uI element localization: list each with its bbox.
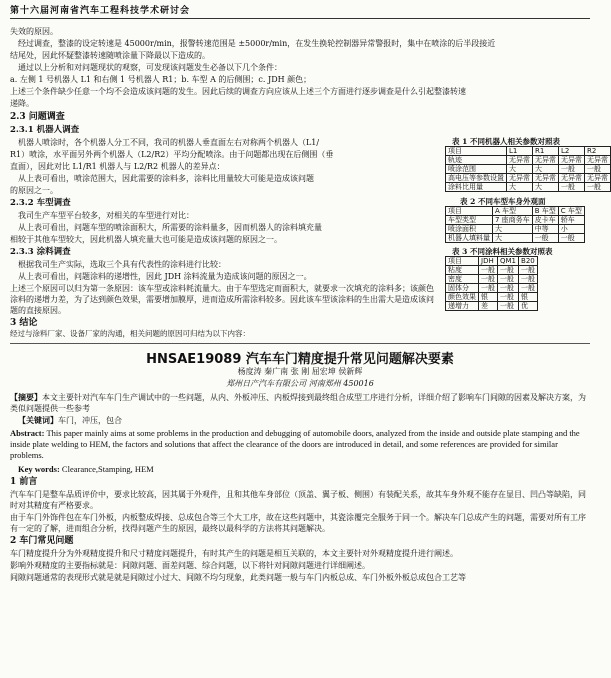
table-header-cell: QM1	[498, 257, 519, 266]
section-heading-1: 1 前言	[10, 477, 38, 487]
table-header-cell: 项目	[446, 207, 493, 216]
table1-caption: 表 1 不同机器人相关参数对照表	[452, 137, 560, 146]
table-cell: 喷涂面积	[446, 225, 493, 234]
table-cell: 一般	[479, 275, 498, 284]
table-header-row	[446, 207, 585, 216]
table-paint-params	[445, 256, 538, 311]
table-cell: 大	[507, 165, 533, 174]
table-row	[446, 234, 585, 243]
table-cell: 皮卡车	[532, 216, 558, 225]
paper-authors: 杨度涛 秦广南 张 刚 屈宏坤 侯新辉	[237, 367, 363, 376]
running-head: 第十六届河南省汽车工程科技学术研讨会	[10, 3, 590, 19]
table-cell: 车型类型	[446, 216, 493, 225]
table-row	[446, 165, 611, 174]
table-row	[446, 266, 538, 275]
table-cell: 一般	[498, 302, 519, 311]
table-cell: 无异常	[533, 156, 559, 165]
body-line: R1）喷涂，水平面另外两个机器人（L2/R2）平均分配喷涂。由于问题都出现在后侧围（垂	[10, 150, 334, 159]
table-cell: 一般	[519, 266, 538, 275]
table-cell: 一般	[558, 234, 584, 243]
table-cell: 大	[507, 183, 533, 192]
table-cell: 一般	[585, 183, 611, 192]
summary-paragraph: 上述三个原因可以归为第一条原因：该车型或涂料耗流量大。由于车型选定而面积大，就要求一次填充的涂料多；该颜色涂料的递增力差，为了达到颜色效果，需要增加膜厚，进而造成所需涂料较多。因此该车型该涂料的生出需大是造成该问题的直接原因。	[10, 284, 434, 315]
table-header-cell: R1	[533, 147, 559, 156]
table-cell: 大	[533, 183, 559, 192]
table-cell: 轿车	[558, 216, 584, 225]
table-cell: 无异常	[559, 174, 585, 183]
table-cell: 固体分	[446, 284, 479, 293]
section-heading-2-3-2: 2.3.2 车型调查	[10, 198, 71, 208]
body-line: 通过以上分析和对问题现状的观察，可发现该问题发生必备以下几个条件：	[18, 63, 282, 72]
table-row	[446, 183, 611, 192]
table-cell: 大	[533, 165, 559, 174]
body-line: 我司生产车型平台较多，对相关的车型进行对比：	[18, 211, 194, 220]
table-cell: 机器人填料量	[446, 234, 493, 243]
body-line: 从上表可看出，问题车型的喷涂面积大，所需要的涂料量多，因而机器人的涂料填充量	[18, 223, 322, 232]
body-line: a. 左侧 1 号机器人 L1 和右侧 1 号机器人 R1；b. 车型 A 的后侧围；c. JDH 颜色；	[10, 75, 312, 84]
table-cell: 一般	[498, 266, 519, 275]
table-cell: 一般	[532, 234, 558, 243]
body-line: 的原因之一。	[10, 186, 58, 195]
body-line: 结尾处，因此怀疑整漆转速随喷涂量下降最以下造成的。	[10, 51, 210, 60]
table-cell: 大	[493, 234, 533, 243]
body-line: 失效的原因。	[10, 27, 58, 36]
table-header-cell: A 车型	[493, 207, 533, 216]
table-cell: 喷涂范围	[446, 165, 507, 174]
intro-paragraph-2: 由于车门外饰件包在车门外板，内板整成焊接、总成包合等三个大工序，故在这些问题中，其瓷涂覆完全服务于同一个。解决车门总成产生的问题，需要对所有工序有一定的了解，进而组合分析，找得问题产生的原因，最终以最科学的方法将其问题解决。	[10, 513, 586, 533]
body-line: 直面），因此对比 L1/R1 机器人与 L2/R2 机器人的差异点：	[10, 162, 225, 171]
table-header-cell: B20	[519, 257, 538, 266]
table-cell: 银	[479, 293, 498, 302]
table-cell: 密度	[446, 275, 479, 284]
table-cell: 无异常	[559, 156, 585, 165]
table-row	[446, 225, 585, 234]
body-line: 根据我司生产实际，选取三个具有代表性的涂料进行比较：	[18, 260, 226, 269]
body-line: 相较于其他车型较大，因此机器人填充量大也可能是造成该问题的原因之一。	[10, 235, 282, 244]
section-heading-3: 3 结论	[10, 318, 38, 328]
table3-caption: 表 3 不同涂料相关参数对照表	[452, 247, 553, 256]
table-cell: 无异常	[585, 156, 611, 165]
table-header-cell: L2	[559, 147, 585, 156]
table-cell: 一般	[479, 266, 498, 275]
table-cell: 无异常	[507, 174, 533, 183]
abstract-en-text: This paper mainly aims at some problems in the production and debugging of automobile doors, analyzed from the inside and outside plate stamping and the inside plate welding to HEM, the factors and solutions that affect the clearance of the doors are introduced in detail, and some references are provided for similar problems.	[10, 428, 580, 460]
keywords-en	[18, 464, 154, 475]
table2-caption: 表 2 不同车型车身外观面	[460, 197, 546, 206]
table-row	[446, 156, 611, 165]
table-cell: 轨迹	[446, 156, 507, 165]
keywords-cn-text: 车门，冲压，包合	[58, 416, 122, 425]
abstract-cn-text: 本文主要针对汽车车门生产调试中的一些问题，从内、外板冲压、内板焊接到最终组合成型工序进行分析，详细介绍了影响车门间隙的因素及解决方案，为类似问题提供一些参考	[10, 393, 586, 413]
body-line: 从上表可看出，问题涂料的递增性，因此 JDH 涂料流量为造成该问题的原因之一。	[18, 272, 312, 281]
keywords-cn	[18, 415, 122, 426]
table-cell: 颜色效果	[446, 293, 479, 302]
table-cell: 一般	[498, 275, 519, 284]
conclusion-p1-text: 经过与涂料厂家、设备厂家的沟通，相关问题的原因可归结为以下内容：	[10, 329, 250, 338]
table-cell: 一般	[519, 284, 538, 293]
table-cell: 中等	[532, 225, 558, 234]
keywords-en-label: Key words:	[18, 464, 60, 474]
table-cell: 一般	[519, 275, 538, 284]
table-cell: 一般	[498, 284, 519, 293]
table-cell: 无异常	[507, 156, 533, 165]
table-robot-params	[445, 146, 611, 192]
problems-paragraph-3: 间隙问题通常的表现形式就是就是间隙过小过大、间隙不均匀现象，此类问题一般与车门内板总成、车门外板外板总成包合工艺等	[10, 573, 466, 582]
table-row	[446, 293, 538, 302]
table-cell: 无异常	[585, 174, 611, 183]
table-header-cell: JDH	[479, 257, 498, 266]
table-cell: 高电压等参数设置	[446, 174, 507, 183]
table-header-cell: 项目	[446, 147, 507, 156]
table-cell: 大	[493, 225, 533, 234]
intro-paragraph: 汽车车门是整车品质评价中，要求比较高，因其属于外观件，且和其他车身部位（顶盖、翼子板、侧围）有装配关系，故其车身外观不能存在显目、凹凸等缺陷，同时对其精度有严格要求。	[10, 490, 586, 510]
table-header-cell: B 车型	[532, 207, 558, 216]
abstract-cn	[10, 392, 590, 414]
table-cell: 差	[479, 302, 498, 311]
table-vehicle-types	[445, 206, 585, 243]
paper-divider	[10, 343, 590, 344]
table-cell: 粘度	[446, 266, 479, 275]
section-heading-2-3: 2.3 问题调查	[10, 112, 65, 122]
abstract-cn-label: 【摘要】	[10, 392, 42, 402]
table-header-row	[446, 257, 538, 266]
keywords-cn-label: 【关键词】	[18, 415, 58, 425]
keywords-en-text: Clearance,Stamping, HEM	[61, 464, 154, 474]
table-header-cell: R2	[585, 147, 611, 156]
table-header-cell: L1	[507, 147, 533, 156]
table-cell: 7 座商务车	[493, 216, 533, 225]
problems-paragraph-2: 影响外观精度的主要指标就是：间隙问题、面差问题、综合问题，以下将针对间隙问题进行详细阐述。	[10, 561, 370, 570]
table-cell: 银	[519, 293, 538, 302]
abstract-en	[10, 428, 590, 461]
table-cell: 一般	[498, 293, 519, 302]
table-row	[446, 275, 538, 284]
section-heading-2: 2 车门常见问题	[10, 536, 74, 546]
table-cell: 一般	[559, 165, 585, 174]
table-row	[446, 302, 538, 311]
body-line: 经过调查，整漆的设定转速是 45000r/min，报警转速范围是 ±5000r/min，在发生换轮控制器异常警报时，集中在喷涂的后半段接近	[18, 39, 496, 48]
abstract-en-label: Abstract:	[10, 428, 45, 438]
table-cell: 递增力	[446, 302, 479, 311]
table-header-row	[446, 147, 611, 156]
table-cell: 涂料比用量	[446, 183, 507, 192]
body-line: 从上表可看出，喷涂范围大，因此需要的涂料多，涂料比用量较大可能是造成该问题	[18, 174, 314, 183]
table-header-cell: C 车型	[558, 207, 584, 216]
table-cell: 一般	[479, 284, 498, 293]
table-row	[446, 174, 611, 183]
body-line: 机器人喷涂时，各个机器人分工不同，我司的机器人垂直面左右对称两个机器人（L1/	[18, 138, 320, 147]
body-line: 上述三个条件缺少任意一个均不会造成该问题的发生。因此后续的调查方向应该从上述三个方面进行逐步调查是什么引起整漆转速	[10, 87, 466, 96]
table-cell: 优	[519, 302, 538, 311]
paper-affiliation: 郑州日产汽车有限公司 河南郑州 450016	[226, 379, 374, 388]
section-heading-2-3-1: 2.3.1 机器人调查	[10, 125, 80, 135]
conclusion-p4	[10, 340, 590, 341]
table-cell: 一般	[585, 165, 611, 174]
table-cell: 一般	[559, 183, 585, 192]
table-row	[446, 284, 538, 293]
table-cell: 小	[558, 225, 584, 234]
table-cell: 无异常	[533, 174, 559, 183]
section-heading-2-3-3: 2.3.3 涂料调查	[10, 247, 71, 257]
table-header-cell: 项目	[446, 257, 479, 266]
paper-title: HNSAE19089 汽车车门精度提升常见问题解决要素	[146, 352, 454, 367]
body-line: 递降。	[10, 99, 34, 108]
table-row	[446, 216, 585, 225]
problems-paragraph-1: 车门精度提升分为外观精度提升和尺寸精度问题提升，有时其产生的问题是相互关联的，本文主要针对外观精度提升进行阐述。	[10, 549, 458, 558]
